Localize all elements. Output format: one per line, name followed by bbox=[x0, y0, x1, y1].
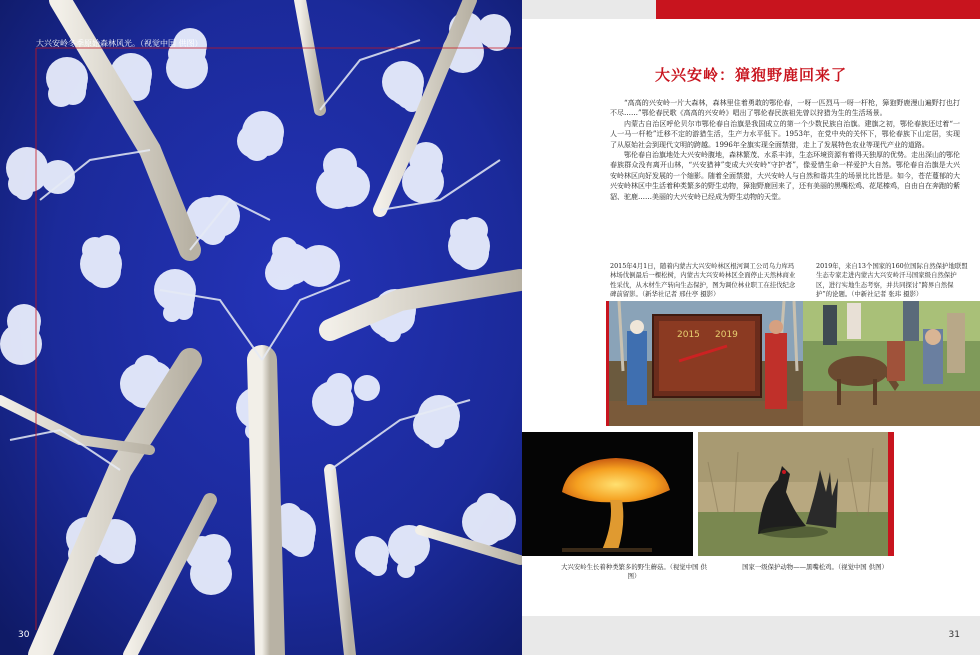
page-number-right: 31 bbox=[948, 630, 960, 640]
snow-cluster bbox=[298, 245, 340, 287]
article-body bbox=[610, 98, 960, 202]
snow-cluster bbox=[316, 167, 358, 209]
snow-cluster bbox=[355, 536, 389, 570]
paragraph: 鄂伦春自治旗地处大兴安岭腹地，森林繁茂、水系丰沛，生态环境资源有着得天独厚的优势。走出深山的鄂伦春族群众没有离开山林，“兴安猎神”变成大兴安岭“守护者”，像爱惜生命一样爱护大自然。鄂伦春自治旗是大兴安岭林区向好发展的一个缩影。随着全面禁猎，大兴安岭人与自然和谐共生的场景比比皆是。如今，苍茫蔓郁的大兴安岭林区中生活着种类繁多的野生动物，獐狍野鹿回来了，还有美丽的黑嘴松鸡、花尾榛鸡，自由自在奔跑的紫貂、驼鹿……美丽的大兴安岭已经成为野生动物的天堂。 bbox=[610, 151, 960, 201]
snow-cluster bbox=[82, 237, 108, 263]
snow-cluster bbox=[8, 171, 34, 197]
ceremony-photo bbox=[606, 301, 803, 426]
snow-cluster bbox=[354, 375, 380, 401]
plaque-year-left: 2015 bbox=[677, 330, 700, 340]
snow-cluster bbox=[119, 58, 137, 76]
header-gray-band bbox=[522, 0, 656, 19]
grouse-photo-caption: 国家一级保护动物——黑嘴松鸡。（视觉中国 供图） bbox=[742, 563, 888, 571]
left-photo-caption: 大兴安岭冬季原始森林风光。（视觉中国 供图） bbox=[36, 39, 203, 48]
page-number-left: 30 bbox=[18, 630, 30, 640]
deer-photo bbox=[803, 301, 980, 426]
article-title: 大兴安岭：獐狍野鹿回来了 bbox=[654, 66, 847, 84]
paragraph: 内蒙古自治区呼伦贝尔市鄂伦春自治旗是我国成立的第一个少数民族自治旗。建旗之初，鄂伦春族还过着“一人一马一杆枪”迁移不定的游猎生活，生产力水平低下。1953年，在党中央的关怀下，鄂伦春族下山定居，实现了从原始社会到现代文明的跨越。1996年全旗实现全面禁猎，走上了发展特色农业等现代产业的道路。 bbox=[610, 119, 960, 149]
plaque-year-right: 2019 bbox=[715, 330, 738, 340]
paragraph: “高高的兴安岭一片大森林，森林里住着勇敢的鄂伦春，一呀一匹烈马一呀一杆枪，獐狍野鹿漫山遍野打也打不尽……”鄂伦春民歌《高高的兴安岭》唱出了鄂伦春民族祖先曾以狩猎为生的生活场景。 bbox=[610, 99, 960, 118]
mushroom-photo bbox=[522, 432, 693, 556]
mushroom-photo-caption: 大兴安岭生长着种类繁多的野生蘑菇。（视觉中国 供图） bbox=[561, 563, 707, 581]
snow-cluster bbox=[391, 66, 409, 84]
snow-cluster bbox=[321, 386, 339, 404]
snow-cluster bbox=[477, 14, 511, 48]
snow-cluster bbox=[462, 501, 504, 543]
header-red-band bbox=[656, 0, 980, 19]
snow-cluster bbox=[48, 81, 74, 107]
snow-cluster bbox=[55, 62, 73, 80]
snow-cluster bbox=[450, 219, 476, 245]
footer-gray-band bbox=[522, 616, 980, 655]
ceremony-photo-caption: 2015年4月1日，随着内蒙古大兴安岭林区根河调工公司乌力库玛林场伐倒最后一棵松树，内蒙古大兴安岭林区全面停止天然林商业性采伐，从木材生产转向生态保护，图为调位林业职工在挂伐纪念碑前留影。（新华社记者 邢仕亭 摄影） bbox=[610, 262, 796, 299]
snow-cluster bbox=[9, 328, 27, 346]
snow-cluster bbox=[397, 560, 415, 578]
snow-cluster bbox=[237, 124, 271, 158]
black-billed-capercaillie-photo bbox=[698, 432, 894, 556]
snow-cluster bbox=[163, 304, 181, 322]
snow-cluster bbox=[265, 256, 299, 290]
snow-cluster bbox=[413, 408, 447, 442]
snow-cluster bbox=[411, 166, 429, 184]
deer-photo-caption: 2019年，来自13个国家的160位国际自然保护地联盟生态专家走进内蒙古大兴安岭汗马国家级自然保护区，进行实地生态考察，并共同探讨“跨界自然保护”的论题。（中新社记者 张玮 摄影） bbox=[816, 262, 968, 299]
